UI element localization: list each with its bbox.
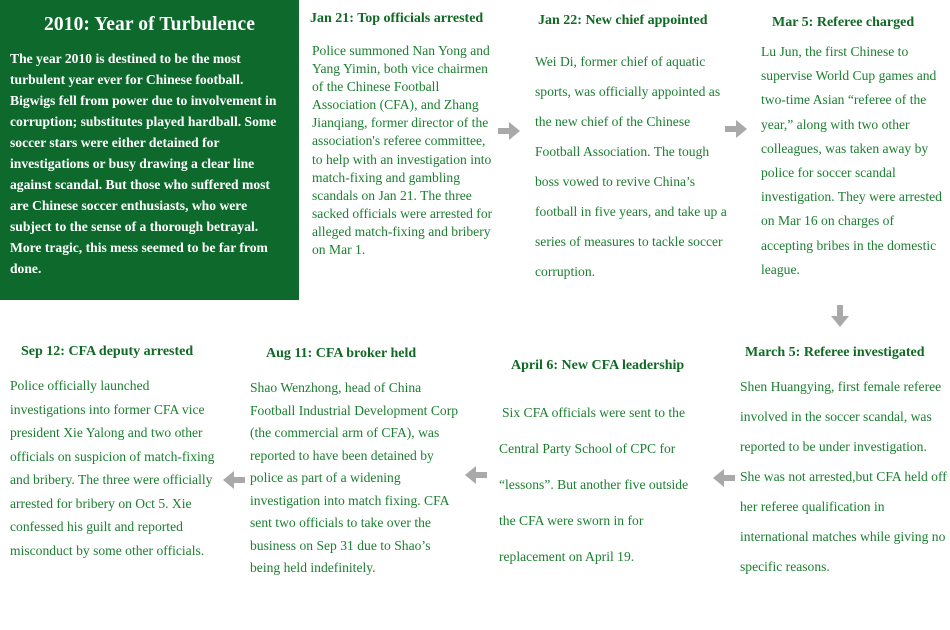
event-title: Sep 12: CFA deputy arrested xyxy=(21,344,194,359)
event-title: April 6: New CFA leadership xyxy=(511,358,685,373)
event-text: Lu Jun, the first Chinese to supervise World Cup games and two-time Asian “referee of the year,” along with two other colleagues, was taken away by police for soccer scandal investigation. They were arrested on Mar 16 on charges of accepting bribes in the domestic league. xyxy=(761,44,942,277)
intro-panel xyxy=(0,0,299,300)
event-title: Mar 5: Referee charged xyxy=(772,15,915,30)
arrow-left-icon xyxy=(711,465,737,491)
event-text: Shen Huangying, first female referee involved in the soccer scandal, was reported to be under investigation. She was not arrested,but CFA held off her referee qualification in international matches while giving no specific reasons. xyxy=(740,379,947,574)
event-text: Police officially launched investigations into former CFA vice president Xie Yalong and two other officials on suspicion of match-fixing and bribery. The three were officially arrested for bribery on Oct 5. Xie confessed his guilt and reported misconduct by some other officials. xyxy=(10,378,215,558)
event-text: Police summoned Nan Yong and Yang Yimin, both vice chairmen of the Chinese Football Association (CFA), and Zhang Jianqiang, former director of the association's referee committee, to help with an investigation into match-fixing and gambling scandals on Jan 21. The three sacked officials were arrested for alleged match-fixing and bribery on Mar 1. xyxy=(312,43,493,258)
event-text: Six CFA officials were sent to the Central Party School of CPC for “lessons”. But another five outside the CFA were sworn in for replacement on April 19. xyxy=(499,405,689,564)
event-title: Jan 22: New chief appointed xyxy=(538,13,708,28)
arrow-left-icon xyxy=(463,462,489,488)
event-text: Shao Wenzhong, head of China Football Industrial Development Corp (the commercial arm of CFA), was reported to have been detained by police as part of a widening investigation into match fixing. CFA sent two officials to take over the business on Sep 31 due to Shao’s being held indefinitely. xyxy=(250,380,459,575)
intro-text: The year 2010 is destined to be the most turbulent year ever for Chinese football. Bigwigs fell from power due to involvement in corruption; substitutes played hardball. Some soccer stars were either detained for investigations or busy drawing a clear line against scandal. But those who suffered most are Chinese soccer enthusiasts, who were subject to the sense of a thorough betrayal. More tragic, this mess seemed to be far from done. xyxy=(10,51,277,276)
page-title: 2010: Year of Turbulence xyxy=(44,14,255,35)
arrow-down-icon xyxy=(827,303,853,329)
event-text: Wei Di, former chief of aquatic sports, was officially appointed as the new chief of the Chinese Football Association. The tough boss vowed to revive China’s football in five years, and take up a series of measures to tackle soccer corruption. xyxy=(535,54,727,279)
event-title: Aug 11: CFA broker held xyxy=(266,346,417,361)
arrow-right-icon xyxy=(496,118,522,144)
arrow-right-icon xyxy=(723,116,749,142)
event-title: Jan 21: Top officials arrested xyxy=(310,11,484,26)
arrow-left-icon xyxy=(221,467,247,493)
event-title: March 5: Referee investigated xyxy=(745,345,925,360)
